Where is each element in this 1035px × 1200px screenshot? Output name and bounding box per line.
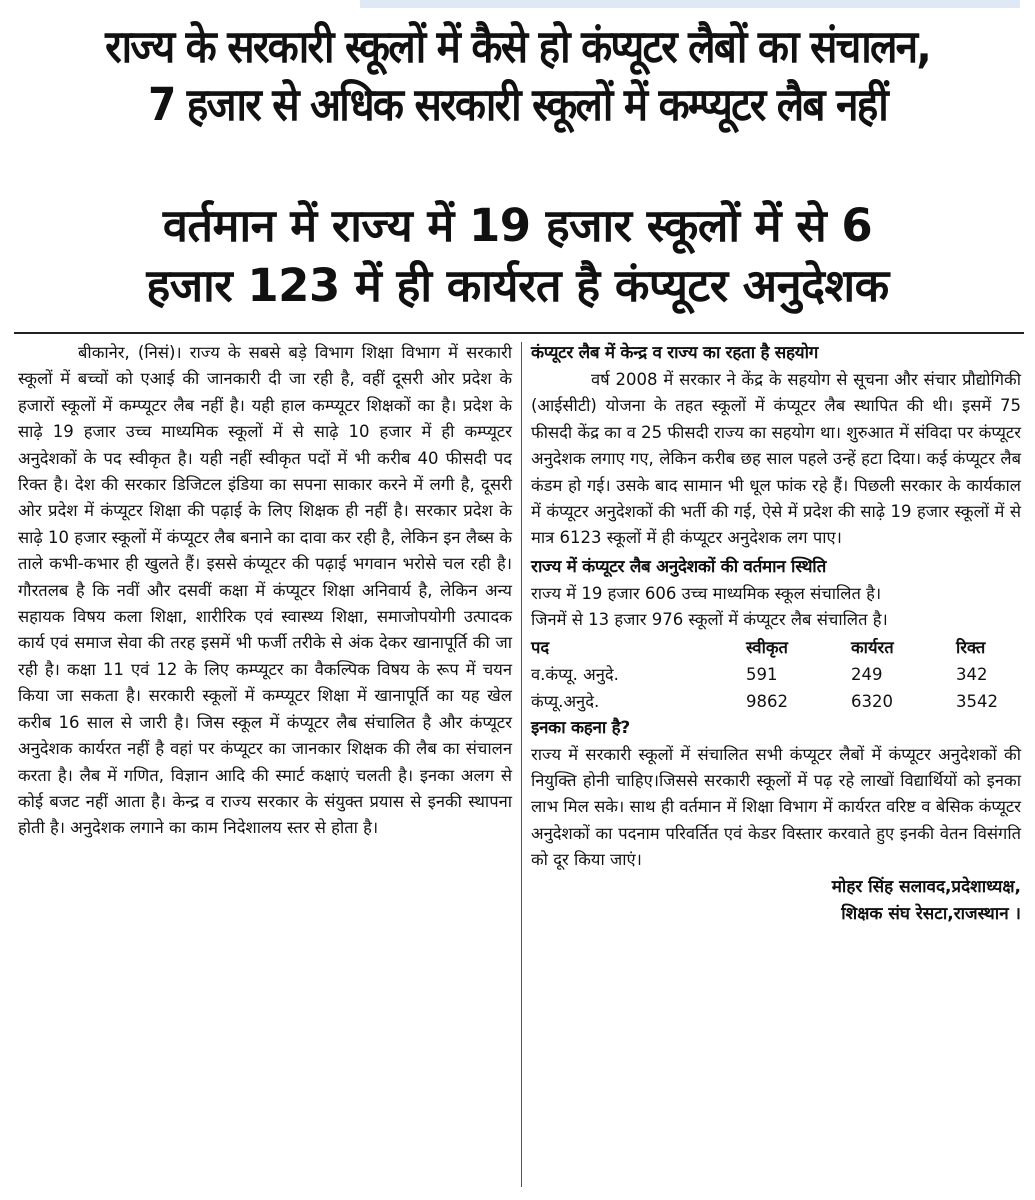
status-line-schools: राज्य में 19 हजार 606 उच्च माध्यमिक स्कूल संचालित है। — [531, 583, 882, 603]
main-headline-line2: 7 हजार से अधिक सरकारी स्कूलों में कम्प्यूटर लैब नहीं — [148, 78, 887, 131]
section-heading-current-status: राज्य में कंप्यूटर लैब अनुदेशकों की वर्तमान स्थिति — [531, 556, 827, 577]
section-heading-central-state-support: कंप्यूटर लैब में केन्द्र व राज्य का रहता है सहयोग — [531, 343, 818, 363]
left-column-body: बीकानेर, (निसं)। राज्य के सबसे बड़े विभाग शिक्षा विभाग में सरकारी स्कूलों में बच्चों को एआई की जानकारी दी जा रही है, वहीं दूसरी ओर प्रदेश के हजारों स्कूलों में कम्प्यूटर लैब नहीं है। यही हाल कम्प्यूटर शिक्षकों का है। प्रदेश के साढ़े 19 हजार उच्च माध्यमिक स्कूलों में से साढ़े 10 हजार में ही कम्प्यूटर अनुदेशकों के पद स्वीकृत है। यही नहीं स्वीकृत पदों में भी करीब 40 फीसदी पद रिक्त है। देश की सरकार डिजिटल इंडिया का सपना साकार करने में लगी है, दूसरी ओर प्रदेश में कंप्यूटर शिक्षा की पढ़ाई के लिए शिक्षक ही नहीं है। सरकार प्रदेश के साढ़े 10 हजार स्कूलों में कंप्यूटर लैब बनाने का दावा कर रही है, लेकिन इन लैब्स के ताले कभी-कभार ही खुलते हैं। इससे कंप्यूटर की पढ़ाई भगवान भरोसे चल रही है। गौरतलब है कि नवीं और दसवीं कक्षा में कंप्यूटर शिक्षा अनिवार्य है, लेकिन अन्य सहायक विषय कला शिक्षा, शारीरिक एवं स्वास्थ्य शिक्षा, समाजोपयोगी उत्पादक कार्य एवं समाज सेवा की तरह इसमें भी फर्जी तरीके से अंक देकर खानापूर्ति की जा रही है। कक्षा 11 एवं 12 के लिए कम्प्यूटर का वैकल्पिक विषय के रूप में चयन किया जा सकता है। सरकारी स्कूलों में कम्प्यूटर शिक्षा में खानापूर्ति का यह खेल करीब 16 साल से जारी है। जिस स्कूल में कंप्यूटर लैब संचालित है और कंप्यूटर अनुदेशक कार्यरत नहीं है वहां पर कंप्यूटर का जानकार शिक्षक की लैब का संचालन करता है। लैब में गणित, विज्ञान आदि की स्मार्ट कक्षाएं चलती है। इनका अलग से कोई बजट नहीं आता है। केन्द्र व राज्य सरकार के संयुक्त प्रयास से इनकी स्थापना होती है। अनुदेशक लगाने का काम निदेशालय स्तर से होता है। — [18, 343, 512, 838]
section-heading-statement: इनका कहना है? — [531, 717, 630, 738]
signature-line2: शिक्षक संघ रेसटा,राजस्थान । — [841, 903, 1021, 924]
table-header-sanctioned: स्वीकृत — [746, 637, 788, 657]
table-row — [531, 688, 1021, 715]
table-header-post: पद — [531, 637, 550, 657]
main-headline — [63, 18, 973, 134]
section-body-central-state-support: वर्ष 2008 में सरकार ने केंद्र के सहयोग से सूचना और संचार प्रौद्योगिकी (आईसीटी) योजना के तहत स्कूलों में कंप्यूटर लैब स्थापित की थी। इसमें 75 फीसदी केंद्र का व 25 फीसदी राज्य का सहयोग था। शुरुआत में संविदा पर कंप्यूटर अनुदेशक लगाए गए, लेकिन करीब छह साल पहले उन्हें हटा दिया। कई कंप्यूटर लैब कंडम हो गई। उसके बाद सामान भी धूल फांक रहे हैं। पिछली सरकार के कार्यकाल में कंप्यूटर अनुदेशकों की भर्ती की गई, ऐसे में प्रदेश की साढ़े 19 हजार स्कूलों में से मात्र 6123 स्कूलों में ही कंप्यूटर अनुदेशक लग पाए। — [531, 370, 1021, 548]
right-column — [531, 340, 1021, 928]
main-headline-line1: राज्य के सरकारी स्कूलों में कैसे हो कंप्यूटर लैबों का संचालन, — [105, 20, 930, 73]
table-header-working: कार्यरत — [851, 637, 894, 657]
table-header-row — [531, 634, 1021, 661]
status-line-labs: जिनमें से 13 हजार 976 स्कूलों में कंप्यूटर लैब संचालित है। — [531, 610, 888, 630]
left-column — [18, 340, 512, 842]
section-body-statement: राज्य में सरकारी स्कूलों में संचालित सभी कंप्यूटर लैबों में कंप्यूटर अनुदेशकों की नियुक्ति होनी चाहिए।जिससे सरकारी स्कूलों में पढ़ रहे लाखों विद्यार्थियों को इनका लाभ मिल सके। साथ ही वर्तमान में शिक्षा विभाग में कार्यरत वरिष्ट व बेसिक कंप्यूटर अनुदेशकों का पदनाम परिवर्तित एवं केडर विस्तार करवाते हुए इनकी वेतन विसंगति को दूर किया जाएं। — [531, 744, 1021, 870]
table-cell: 342 — [956, 664, 988, 684]
table-cell: 3542 — [956, 691, 998, 711]
table-cell: 9862 — [746, 691, 788, 711]
table-cell: 6320 — [851, 691, 893, 711]
instructor-posts-table — [531, 634, 1021, 715]
sub-headline-line1: वर्तमान में राज्य में 19 हजार स्कूलों में से 6 — [162, 199, 873, 252]
headline-rule — [14, 332, 1024, 334]
column-divider — [521, 342, 522, 1187]
table-cell: 249 — [851, 664, 883, 684]
signature-line1: मोहर सिंह सलावद,प्रदेशाध्यक्ष, — [831, 876, 1021, 897]
sub-headline — [12, 196, 1023, 316]
top-color-strip — [360, 0, 1020, 8]
table-cell: व.कंप्यू. अनुदे. — [531, 664, 619, 684]
table-row — [531, 661, 1021, 688]
sub-headline-line2: हजार 123 में ही कार्यरत है कंप्यूटर अनुदेशक — [146, 259, 889, 312]
table-cell: 591 — [746, 664, 778, 684]
table-cell: कंप्यू.अनुदे. — [531, 691, 600, 711]
table-header-vacant: रिक्त — [956, 637, 986, 657]
